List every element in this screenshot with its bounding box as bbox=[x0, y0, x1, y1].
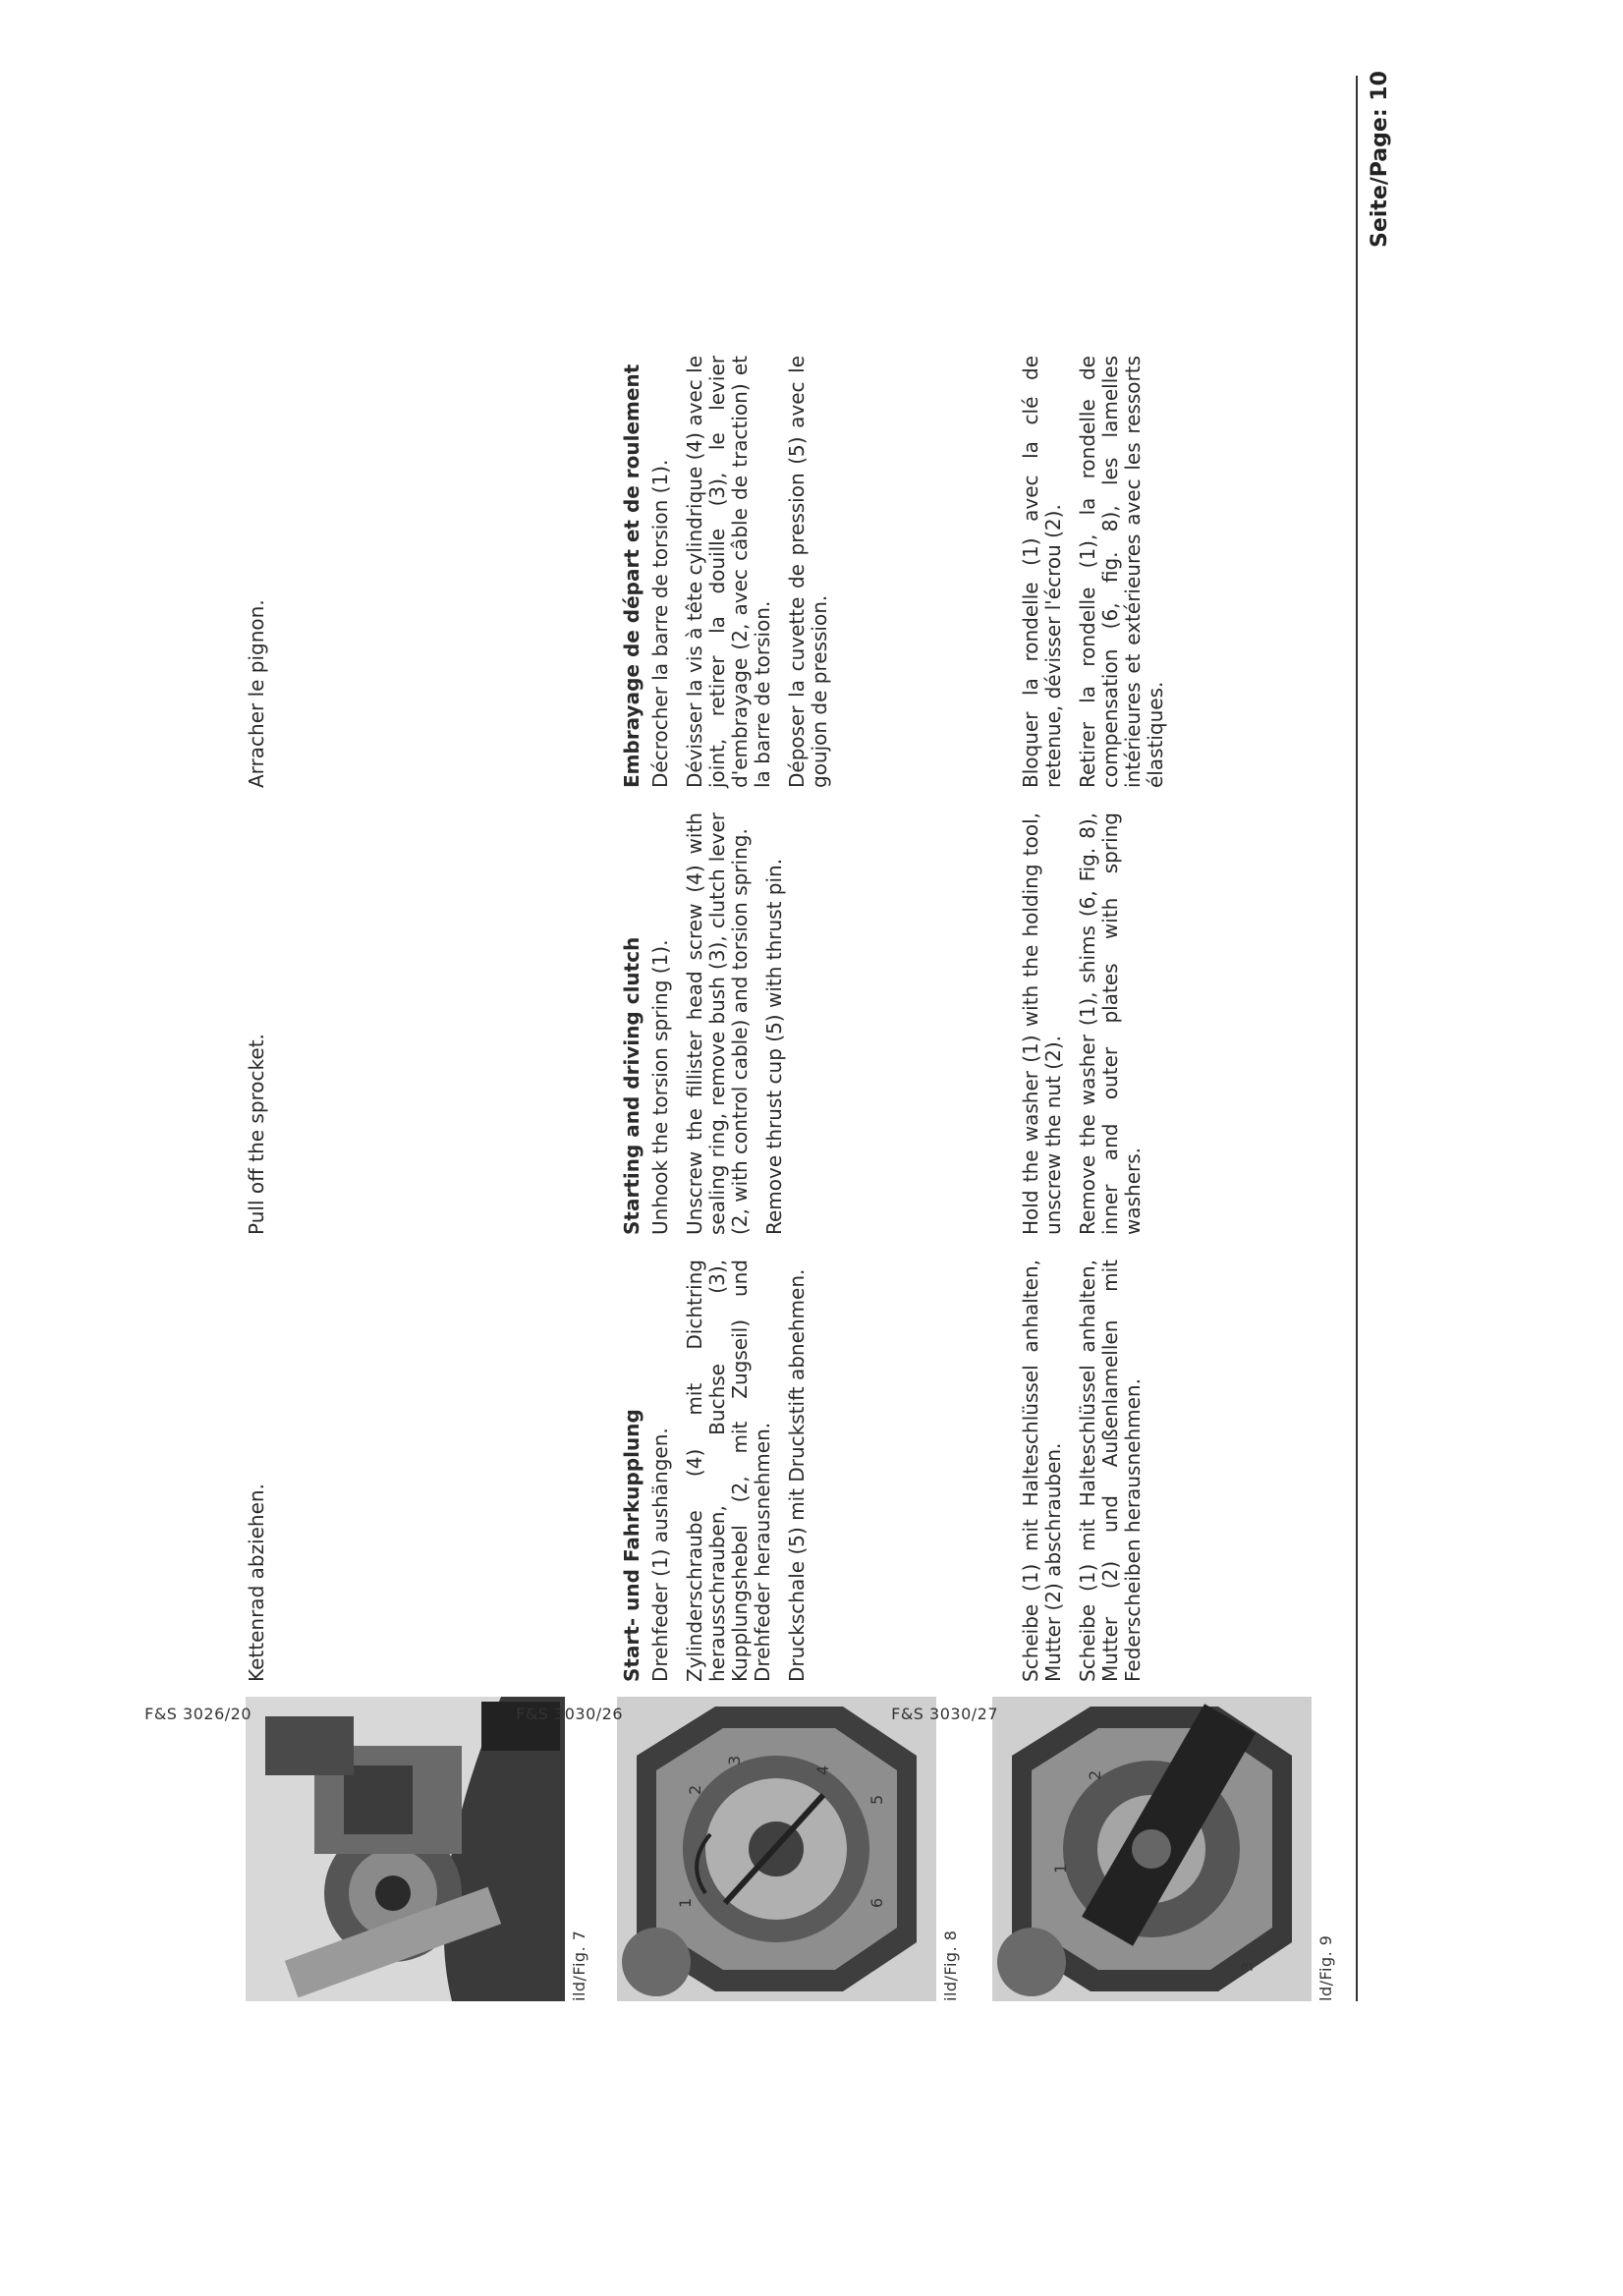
figure-7-code: F&S 3026/20 bbox=[144, 1705, 252, 1723]
figure-8-callout-4: 4 bbox=[813, 1764, 832, 1775]
row-1-german-paragraph-1: Kettenrad abziehen. bbox=[245, 1484, 268, 1682]
row-1-english bbox=[246, 812, 280, 1235]
row-3-english bbox=[1020, 812, 1156, 1235]
clutch-housing-illustration bbox=[617, 1697, 936, 2001]
row-3-french-paragraph-1: Bloquer la rondelle (1) avec la clé de retenue, dévisser l'écrou (2). bbox=[1019, 356, 1065, 788]
figure-7-label: ild/Fig. 7 bbox=[570, 1930, 588, 2001]
holding-tool-illustration bbox=[992, 1697, 1312, 2001]
figure-8-code: F&S 3030/26 bbox=[516, 1705, 623, 1723]
row-3-english-paragraph-2: Remove the washer (1), shims (6, Fig. 8), inner and outer plates with spring washers. bbox=[1076, 812, 1145, 1235]
row-2-german-paragraph-3: Druckschale (5) mit Druckstift abnehmen. bbox=[785, 1268, 809, 1682]
figure-8-label: ild/Fig. 8 bbox=[941, 1930, 960, 2001]
row-2-english-paragraph-3: Remove thrust cup (5) with thrust pin. bbox=[762, 858, 786, 1235]
row-1-english-paragraph-1: Pull off the sprocket. bbox=[245, 1034, 268, 1235]
figure-9-callout-1: 1 bbox=[1051, 1863, 1070, 1874]
row-2-german-paragraph-1: Drehfeder (1) aushängen. bbox=[648, 1428, 672, 1682]
row-2-french-paragraph-3: Déposer la cuvette de pression (5) avec le goujon de pression. bbox=[785, 356, 831, 788]
row-2-english-heading: Starting and driving clutch bbox=[620, 936, 644, 1235]
row-1-german bbox=[246, 1260, 280, 1682]
page-number: Seite/Page: 10 bbox=[1368, 71, 1392, 248]
figure-9-callout-2: 2 bbox=[1086, 1769, 1104, 1780]
figure-8-callout-6: 6 bbox=[867, 1897, 886, 1908]
figure-9-label: ld/Fig. 9 bbox=[1316, 1934, 1335, 2001]
row-3-german-paragraph-2: Scheibe (1) mit Halteschlüssel anhalten, Mutter (2) und Außenlamellen mit Federscheiben herausnehmen. bbox=[1076, 1260, 1145, 1682]
row-2-french bbox=[621, 356, 843, 788]
row-2-english bbox=[621, 812, 798, 1235]
row-3-french-paragraph-2: Retirer la rondelle (1), la rondelle de compensation (6, fig. 8), les lamelles intérieures et extérieures avec les ressorts élastiques. bbox=[1076, 356, 1167, 788]
row-2-french-paragraph-1: Décrocher la barre de torsion (1). bbox=[648, 459, 672, 788]
figure-8-callout-3: 3 bbox=[725, 1755, 744, 1765]
row-3-german-paragraph-1: Scheibe (1) mit Halteschlüssel anhalten, Mutter (2) abschrauben. bbox=[1019, 1260, 1065, 1682]
row-2-german-heading: Start- und Fahrkupplung bbox=[620, 1409, 644, 1682]
figure-9-code: F&S 3030/27 bbox=[891, 1705, 998, 1723]
figure-7-photo bbox=[144, 1697, 565, 2001]
row-2-english-paragraph-2: Unscrew the fillister head screw (4) with sealing ring, remove bush (3), clutch lever (2, with control cable) and torsion spring. bbox=[683, 812, 752, 1235]
row-1-french-paragraph-1: Arracher le pignon. bbox=[245, 599, 268, 788]
figure-8-callout-2: 2 bbox=[686, 1784, 704, 1795]
footer-rule bbox=[1356, 76, 1358, 2001]
row-1-french bbox=[246, 356, 280, 788]
figure-8-callout-1: 1 bbox=[676, 1897, 695, 1908]
row-2-german-paragraph-2: Zylinderschraube (4) mit Dichtring herausschrauben, Buchse (3), Kupplungshebel (2, mit Zugseil) und Drehfeder herausnehmen. bbox=[683, 1260, 774, 1682]
row-2-english-paragraph-1: Unhook the torsion spring (1). bbox=[648, 939, 672, 1235]
figure-8-callout-5: 5 bbox=[867, 1794, 886, 1805]
row-3-german bbox=[1020, 1260, 1156, 1682]
row-2-french-paragraph-2: Dévisser la vis à tête cylindrique (4) avec le joint, retirer la douille (3), le levier d'embrayage (2, avec câble de traction) et la barre de torsion. bbox=[683, 356, 774, 788]
row-2-german bbox=[621, 1260, 820, 1682]
row-3-french bbox=[1020, 356, 1179, 788]
figure-9-callout-3: 3 bbox=[1238, 1961, 1257, 1972]
row-3-english-paragraph-1: Hold the washer (1) with the holding tool, unscrew the nut (2). bbox=[1019, 812, 1065, 1235]
row-2-french-heading: Embrayage de départ et de roulement bbox=[620, 364, 644, 788]
sprocket-puller-illustration bbox=[246, 1697, 565, 2001]
